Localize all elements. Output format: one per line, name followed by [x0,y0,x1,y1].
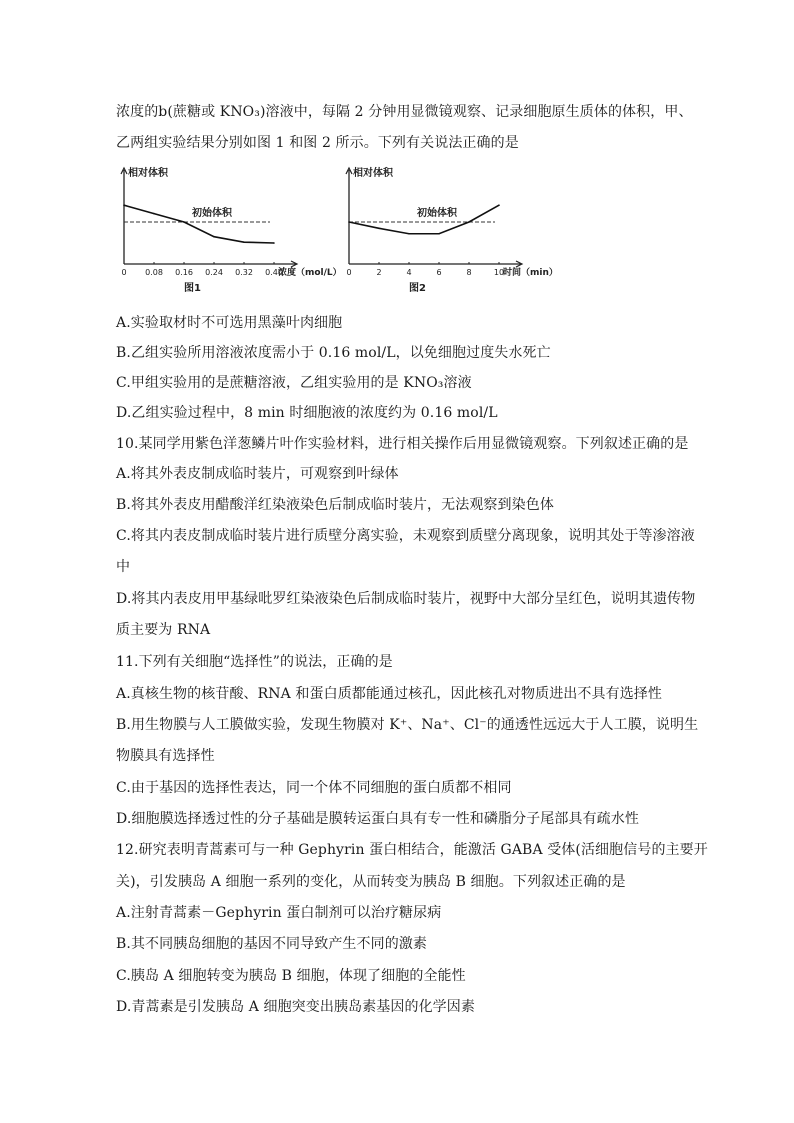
text-line-2: 乙两组实验结果分别如图 1 和图 2 所示。下列有关说法正确的是 [116,135,519,151]
data-point [213,236,215,238]
x-axis-label: 时间（min） [503,268,558,278]
y-axis-label: 相对体积 [353,168,393,179]
chart-figure-1 [112,164,342,300]
option-10c: C.将其内表皮制成临时装片进行质壁分离实验，未观察到质壁分离现象，说明其处于等渗溶液 [116,528,695,544]
option-12b: B.其不同胰岛细胞的基因不同导致产生不同的激素 [116,936,428,952]
option-9c: C.甲组实验用的是蔗糖溶液，乙组实验用的是 KNO₃溶液 [116,375,472,391]
x-tick-label: 0.32 [235,268,253,277]
x-tick-label: 0.24 [205,268,223,277]
x-tick-label: 0.16 [175,268,193,277]
data-point [123,204,125,206]
question-11: 11.下列有关细胞“选择性”的说法，正确的是 [116,654,393,670]
option-10a: A.将其外表皮制成临时装片，可观察到叶绿体 [116,466,399,482]
figure-caption: 图1 [184,283,201,294]
text-line-1: 浓度的b(蔗糖或 KNO₃)溶液中，每隔 2 分钟用显微镜观察、记录细胞原生质体的体积，甲、 [116,104,693,120]
x-tick-label: 6 [436,268,442,277]
data-point [243,241,245,243]
option-11b: B.用生物膜与人工膜做实验，发现生物膜对 K⁺、Na⁺、Cl⁻的通透性远远大于人工膜，说明生 [116,717,699,733]
question-10: 10.某同学用紫色洋葱鳞片叶作实验材料，进行相关操作后用显微镜观察。下列叙述正确的是 [116,436,689,452]
x-tick-label: 0.08 [145,268,163,277]
figure-caption: 图2 [409,283,426,294]
x-tick-label: 10 [493,268,505,277]
reference-label: 初始体积 [192,208,232,219]
y-axis-label: 相对体积 [128,168,168,179]
data-point [153,213,155,215]
option-9b: B.乙组实验所用溶液浓度需小于 0.16 mol/L，以免细胞过度失水死亡 [116,345,551,361]
reference-label: 初始体积 [417,208,457,219]
option-11c: C.由于基因的选择性表达，同一个体不同细胞的蛋白质都不相同 [116,780,512,796]
option-12d: D.青蒿素是引发胰岛 A 细胞突变出胰岛素基因的化学因素 [116,999,475,1015]
data-point [183,221,185,223]
data-point [408,233,410,235]
figure-pair [112,164,558,300]
chart-figure-2 [337,164,558,300]
data-point [348,221,350,223]
x-tick-label: 0.40 [265,268,283,277]
option-9d: D.乙组实验过程中，8 min 时细胞液的浓度约为 0.16 mol/L [116,405,498,421]
x-tick-label: 2 [376,268,382,277]
data-point [498,204,500,206]
option-10d-cont: 质主要为 RNA [116,622,211,638]
x-tick-label: 8 [466,268,472,277]
data-point [468,221,470,223]
option-10d: D.将其内表皮用甲基绿吡罗红染液染色后制成临时装片，视野中大部分呈红色，说明其遗传物 [116,591,696,607]
option-11a: A.真核生物的核苷酸、RNA 和蛋白质都能通过核孔，因此核孔对物质进出不具有选择性 [116,686,663,702]
x-tick-label: 0 [121,268,127,277]
data-point [438,233,440,235]
option-9a: A.实验取材时不可选用黑藻叶肉细胞 [116,315,343,331]
question-12: 12.研究表明青蒿素可与一种 Gephyrin 蛋白相结合，能激活 GABA 受体(活细胞信号的主要开 [116,842,708,858]
data-point [378,228,380,230]
data-point [273,242,275,244]
x-tick-label: 0 [346,268,352,277]
option-10c-cont: 中 [116,559,131,575]
option-11d: D.细胞膜选择透过性的分子基础是膜转运蛋白具有专一性和磷脂分子尾部具有疏水性 [116,811,639,827]
option-11b-cont: 物膜具有选择性 [116,748,215,764]
x-tick-label: 4 [406,268,412,277]
option-12c: C.胰岛 A 细胞转变为胰岛 B 细胞，体现了细胞的全能性 [116,968,466,984]
option-10b: B.将其外表皮用醋酸洋红染液染色后制成临时装片，无法观察到染色体 [116,497,554,513]
question-12-cont: 关)，引发胰岛 A 细胞一系列的变化，从而转变为胰岛 B 细胞。下列叙述正确的是 [116,874,626,890]
option-12a: A.注射青蒿素－Gephyrin 蛋白制剂可以治疗糖尿病 [116,905,442,921]
x-axis-label: 浓度（mol/L） [278,268,342,278]
